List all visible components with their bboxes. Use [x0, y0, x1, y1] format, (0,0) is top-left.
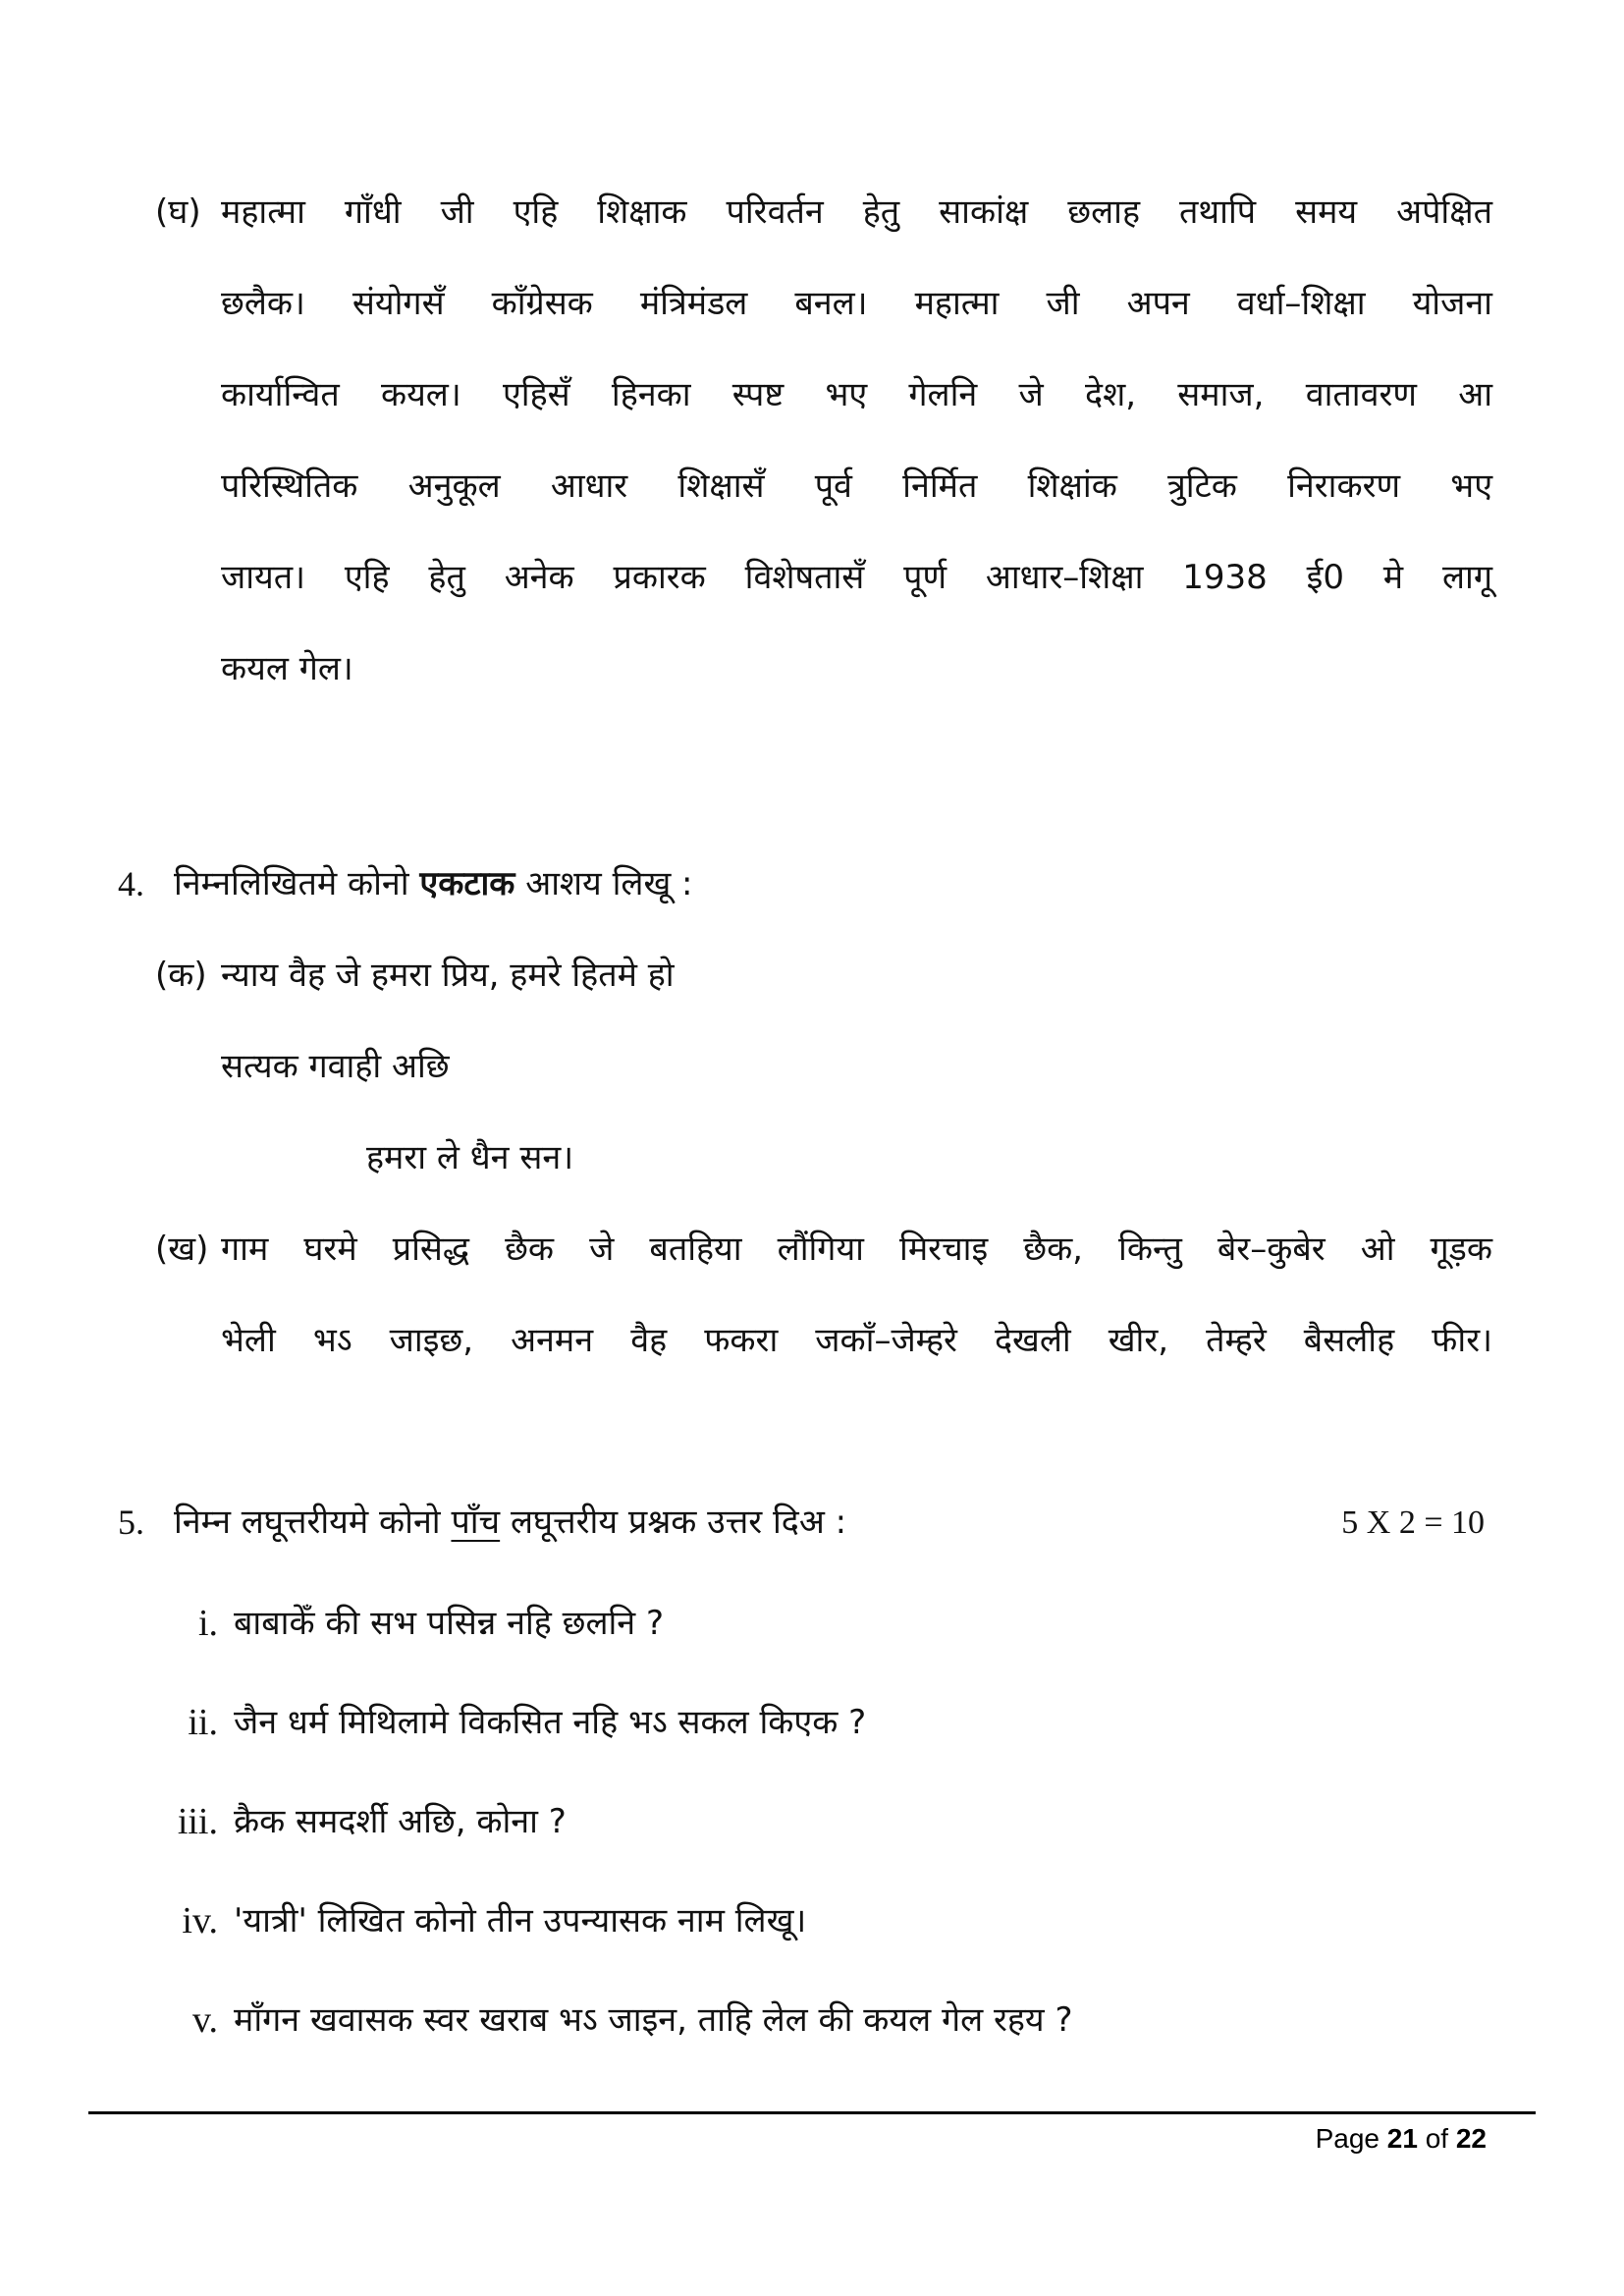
- short-question-item: [118, 1876, 1492, 1967]
- verse-line: सत्यक गवाही अछि: [221, 1047, 450, 1086]
- item-numeral: iii.: [177, 1801, 218, 1842]
- question-5-prefix: निम्न लघूत्तरीयमे कोनो: [174, 1503, 441, 1542]
- paragraph-line: कयल गेल।: [221, 649, 353, 688]
- question-5-marks: 5 X 2 = 10: [1341, 1504, 1485, 1541]
- short-question-item: [118, 1677, 1492, 1769]
- page-number-footer: [1316, 2123, 1487, 2155]
- question-5-number: 5.: [118, 1503, 144, 1542]
- question-5-underlined-word: पाँच: [451, 1503, 501, 1542]
- item-numeral: iv.: [182, 1900, 218, 1941]
- footer-separator: of: [1425, 2123, 1449, 2154]
- answer-item-gha: [118, 167, 1492, 715]
- item-numeral: v.: [191, 1999, 218, 2041]
- short-question-item: [118, 1578, 1492, 1669]
- question-4-option-ka: [118, 930, 1492, 1204]
- option-label-kha: (ख): [155, 1230, 209, 1269]
- question-5-text: [174, 1477, 1341, 1568]
- footer-divider: [88, 2111, 1536, 2114]
- verse-line-indented: हमरा ले धैन सन।: [366, 1138, 574, 1177]
- paragraph-line: कार्यान्वित कयल। एहिसँ हिनका स्पष्ट भए गेलनि जे देश, समाज, वातावरण आ: [221, 375, 1492, 414]
- question-4-text: [174, 839, 1492, 930]
- question-5-items: [118, 1578, 1492, 2066]
- footer-prefix: Page: [1315, 2123, 1380, 2154]
- verse-line: न्याय वैह जे हमरा प्रिय, हमरे हितमे हो: [221, 956, 675, 995]
- question-4-option-kha: [118, 1204, 1492, 1387]
- item-text: 'यात्री' लिखित कोनो तीन उपन्यासक नाम लिखू।: [234, 1901, 807, 1941]
- short-question-item: [118, 1777, 1492, 1868]
- question-4-suffix: आशय लिखू :: [525, 864, 693, 903]
- option-ka-body: [221, 930, 1492, 1204]
- question-4-prefix: निम्नलिखितमे कोनो: [174, 864, 409, 903]
- item-numeral: i.: [197, 1603, 218, 1644]
- footer-total-pages: 22: [1455, 2123, 1487, 2154]
- item-label-gha: (घ): [155, 192, 201, 232]
- item-text: क्रैक समदर्शी अछि, कोना ?: [234, 1802, 567, 1841]
- item-text: बाबाकेँ की सभ पसिन्न नहि छलनि ?: [234, 1604, 665, 1643]
- question-4-number: 4.: [118, 864, 144, 903]
- item-gha-paragraph: [221, 167, 1492, 715]
- option-label-ka: (क): [155, 956, 207, 995]
- paragraph-line: महात्मा गाँधी जी एहि शिक्षाक परिवर्तन हेतु साकांक्ष छलाह तथापि समय अपेक्षित: [221, 192, 1492, 232]
- question-4-bold-word: एकटाक: [419, 864, 515, 903]
- item-numeral: ii.: [188, 1702, 218, 1743]
- paragraph-line: भेली भऽ जाइछ, अनमन वैह फकरा जकाँ–जेम्हरे देखली खीर, तेम्हरे बैसलीह फीर।: [221, 1321, 1492, 1360]
- footer-current-page: 21: [1386, 2123, 1418, 2154]
- short-question-item: [118, 1975, 1492, 2066]
- item-text: जैन धर्म मिथिलामे विकसित नहि भऽ सकल किएक ?: [234, 1703, 867, 1742]
- page-content: [118, 0, 1492, 2074]
- question-4-heading: [118, 839, 1492, 930]
- question-5-heading: [118, 1477, 1492, 1568]
- paragraph-line: परिस्थितिक अनुकूल आधार शिक्षासँ पूर्व निर्मित शिक्षांक त्रुटिक निराकरण भए: [221, 466, 1492, 506]
- option-kha-body: [221, 1204, 1492, 1387]
- question-5-suffix: लघूत्तरीय प्रश्नक उत्तर दिअ :: [510, 1503, 847, 1542]
- paragraph-line: जायत। एहि हेतु अनेक प्रकारक विशेषतासँ पूर्ण आधार–शिक्षा 1938 ई0 मे लागू: [221, 558, 1492, 597]
- paragraph-line: गाम घरमे प्रसिद्ध छैक जे बतहिया लौंगिया मिरचाइ छैक, किन्तु बेर–कुबेर ओ गूड़क: [221, 1230, 1492, 1269]
- paragraph-line: छलैक। संयोगसँ कॉंग्रेसक मंत्रिमंडल बनल। महात्मा जी अपन वर्धा–शिक्षा योजना: [221, 284, 1492, 323]
- item-text: माँगन खवासक स्वर खराब भऽ जाइन, ताहि लेल की कयल गेल रहय ?: [234, 2000, 1073, 2040]
